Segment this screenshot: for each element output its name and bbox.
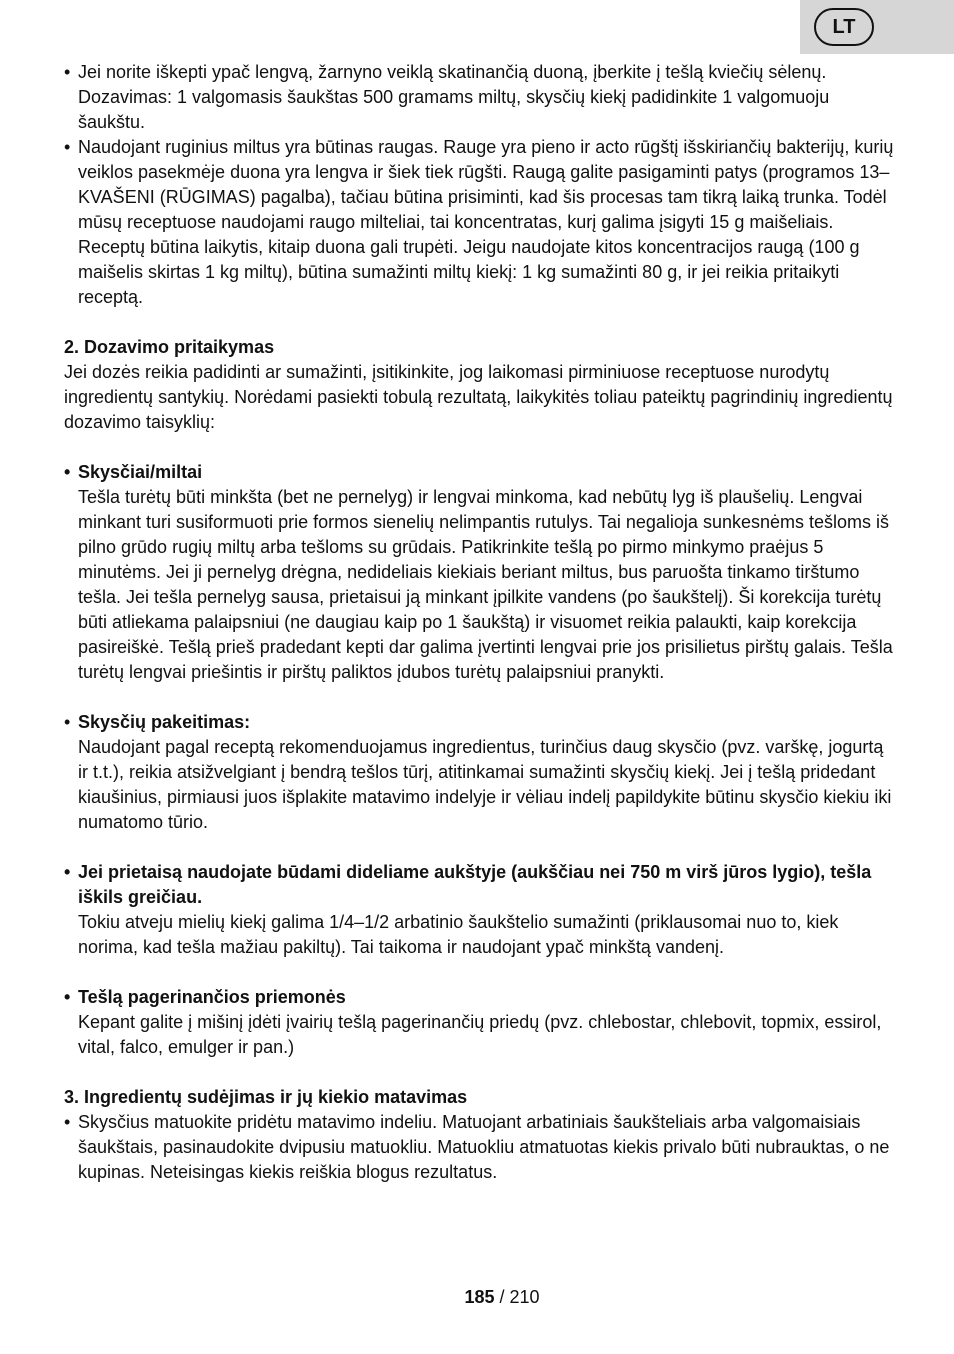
intro-bullet-1-text: Jei norite iškepti ypač lengvą, žarnyno veiklą skatinančią duoną, įberkite į tešlą kviečių sėlenų. Dozavimas: 1 valgomasis šaukštas 500 gramams miltų, skysčių kiekį padidinkite 1 valgomuoju šaukštu. [78, 62, 830, 132]
page-number [0, 1285, 954, 1310]
altitude-heading-text: Jei prietaisą naudojate būdami dideliame aukštyje (aukščiau nei 750 m virš jūros lygio), tešla iškils greičiau. [78, 862, 872, 907]
intro-bullet-1 [64, 60, 894, 135]
improvers-heading-text: Tešlą pagerinančios priemonės [78, 987, 346, 1007]
current-page: 185 [464, 1287, 495, 1307]
bullet-mark: • [64, 137, 71, 157]
bullet-mark: • [64, 712, 71, 732]
liquids-heading [64, 460, 894, 485]
intro-bullet-2-text: Naudojant ruginius miltus yra būtinas raugas. Rauge yra pieno ir acto rūgštį išskiriančių bakterijų, kurių veiklos pasekmėje duona yra lengva ir šiek tiek rūgšti. Raugą galite pasigaminti patys (programos 13–KVAŠENI (RŪGIMAS) pagalba), tačiau būtina prisiminti, kad šis procesas tam tikrą laiką trunka. Todėl mūsų receptuose naudojami raugo milteliai, tai koncentratas, kurį galima įsigyti 15 g maišeliais. Receptų būtina laikytis, kitaip duona gali trupėti. Jeigu naudojate kitos koncentracijos raugą (100 g maišelis skirtas 1 kg miltų), būtina sumažinti miltų kiekį: 1 kg sumažinti 80 g, ir jei reikia pritaikyti receptą. [78, 137, 894, 307]
altitude-heading [64, 860, 894, 910]
language-badge: LT [814, 8, 874, 46]
language-tab [800, 0, 954, 54]
liquids-heading-text: Skysčiai/miltai [78, 462, 203, 482]
section-3-bullet-text: Skysčius matuokite pridėtu matavimo indeliu. Matuojant arbatiniais šaukšteliais arba valgomaisiais šaukštais, pasinaudokite dvipusiu matuokliu. Matuokliu atmatuotas kiekis privalo būti nubrauktas, o ne kupinas. Neteisingas kiekis reiškia blogus rezultatus. [78, 1112, 890, 1182]
bullet-mark: • [64, 987, 71, 1007]
replacement-heading-text: Skysčių pakeitimas: [78, 712, 251, 732]
section-2-heading: 2. Dozavimo pritaikymas [64, 337, 275, 357]
improvers-text: Kepant galite į mišinį įdėti įvairių tešlą pagerinančių priedų (pvz. chlebostar, chlebovit, topmix, essirol, vital, falco, emulger ir pan.) [78, 1012, 882, 1057]
total-pages: 210 [509, 1287, 540, 1307]
liquids-text: Tešla turėtų būti minkšta (bet ne pernelyg) ir lengvai minkoma, kad nebūtų lyg iš plaušelių. Lengvai minkant turi susiformuoti prie formos sienelių nelimpantis rutulys. Tai negalioja sunkesnėms tešloms iš pilno grūdo rugių miltų arba tešloms su grūdais. Patikrinkite tešlą po pirmo minkymo praėjus 5 minutėms. Jei ji pernelyg drėgna, nedideliais kiekiais beriant miltus, bus paruošta tinkamo tirštumo tešla. Jei tešla pernelyg sausa, prietaisui ją minkant įpilkite vandens (po šaukštelį). Ši korekcija turėtų būti atliekama palaipsniui (ne daugiau kaip po 1 šaukštą) ir visuomet reikia palaukti, kaip korekcija pasireiškė. Tešlą prieš pradedant kepti dar galima įvertinti lengvai prie jos prisilietus pirštų galais. Tešla turėtų lengvai priešintis ir pirštų paliktos įdubos turėtų palaipsniui pranykti. [78, 487, 893, 682]
page-content [64, 60, 894, 1185]
bullet-mark: • [64, 462, 71, 482]
improvers-heading [64, 985, 894, 1010]
section-3-bullet [64, 1110, 894, 1185]
page-separator: / [494, 1287, 510, 1307]
bullet-mark: • [64, 62, 71, 82]
section-2-text: Jei dozės reikia padidinti ar sumažinti, įsitikinkite, jog laikomasi pirminiuose receptuose nurodytų ingredientų santykių. Norėdami pasiekti tobulą rezultatą, laikykitės toliau pateiktų pagrindinių ingredientų dozavimo taisyklių: [64, 362, 893, 432]
altitude-text: Tokiu atveju mielių kiekį galima 1/4–1/2 arbatinio šaukštelio sumažinti (priklausomai nuo to, kiek norima, kad tešla mažiau pakiltų). Tai taikoma ir naudojant ypač minkštą vandenį. [78, 912, 839, 957]
replacement-heading [64, 710, 894, 735]
section-3-heading: 3. Ingredientų sudėjimas ir jų kiekio matavimas [64, 1087, 468, 1107]
intro-bullet-2 [64, 135, 894, 310]
bullet-mark: • [64, 1112, 71, 1132]
replacement-text: Naudojant pagal receptą rekomenduojamus ingredientus, turinčius daug skysčio (pvz. varškę, jogurtą ir t.t.), reikia atsižvelgiant į bendrą tešlos tūrį, atitinkamai sumažinti skysčių kiekį. Jei į tešlą pridedant kiaušinius, pirmiausi juos išplakite matavimo indelyje ir vėliau indelį papildykite būtinu skysčio kiekiu iki numatomo tūrio. [78, 737, 892, 832]
bullet-mark: • [64, 862, 71, 882]
